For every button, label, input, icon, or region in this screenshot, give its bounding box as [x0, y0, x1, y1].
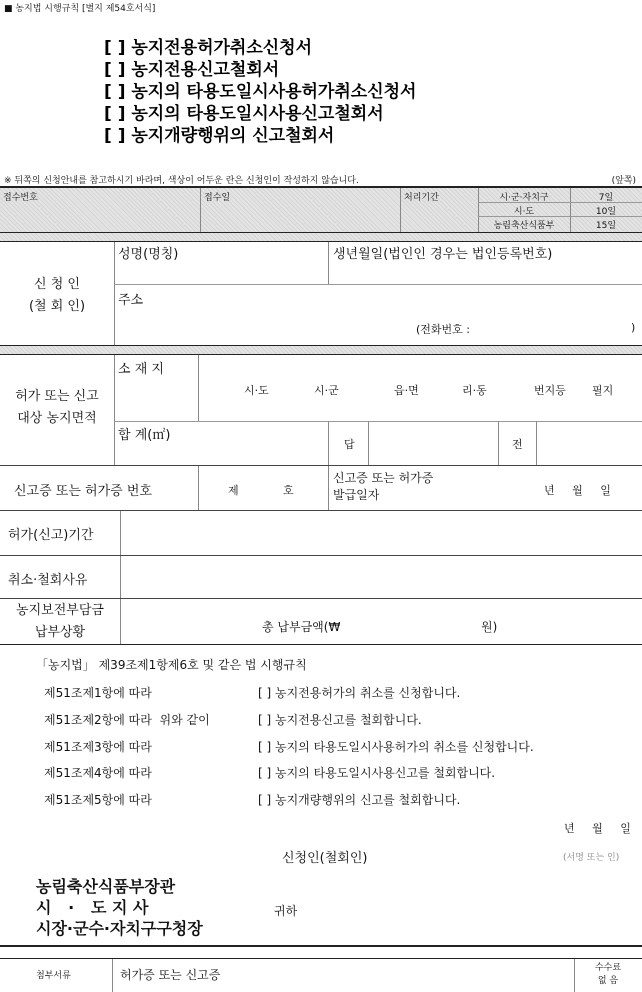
applicant-label [0, 274, 114, 318]
attachments-label: 첨부서류 [36, 971, 71, 981]
location-lot: 번지등 [534, 384, 566, 397]
location-eupmyeon: 읍·면 [394, 384, 419, 397]
address-label: 주소 [118, 293, 144, 308]
period-agency-3: 농림축산식품부 [493, 221, 555, 231]
period-agency-2: 시·도 [513, 207, 535, 217]
form-title-2: [ ] 농지전용신고철회서 [104, 60, 280, 80]
attachment-item: 허가증 또는 신고증 [120, 968, 221, 982]
name-label: 성명(명칭) [118, 247, 179, 262]
period-days-3: 15일 [595, 221, 617, 231]
total-payment-label: 총 납부금액(₩ [262, 620, 341, 634]
clause-4: 제51조제4항에 따라 [44, 766, 152, 780]
clause-1: 제51조제1항에 따라 [44, 686, 152, 700]
location-sigun: 시·군 [314, 384, 339, 397]
location-sido: 시·도 [244, 384, 269, 397]
location-parcel-count: 필지 [592, 384, 614, 397]
signer-label: 신청인(철회인) [282, 851, 368, 866]
charge-label-line1: 농지보전부담금 [16, 603, 104, 618]
phone-close: ) [631, 321, 636, 334]
statement-law: 「농지법」 제39조제1항제6호 및 같은 법 시행규칙 [36, 658, 307, 672]
receipt-number-label: 접수번호 [3, 193, 38, 203]
separator-strip [0, 233, 642, 241]
period-label: 허가(신고)기간 [8, 528, 94, 543]
period-days-2: 10일 [595, 207, 617, 217]
form-title-group [104, 37, 416, 147]
fee-label: 수수료 [594, 963, 622, 973]
form-title-4: [ ] 농지의 타용도일시사용신고철회서 [104, 104, 384, 124]
applicant-label-line2: (철 회 인) [28, 299, 86, 314]
clause-3: 제51조제3항에 따라 [44, 740, 152, 754]
instruction-notice: ※ 뒤쪽의 신청안내를 참고하시기 바라며, 색상이 어두운 란은 신청인이 작성하지 않습니다. [4, 176, 359, 186]
land-label [0, 386, 114, 430]
clause-2: 제51조제2항에 따라 위와 같이 [44, 713, 210, 727]
honorific: 귀하 [274, 904, 298, 918]
land-label-line2: 대상 농지면적 [17, 411, 97, 426]
charge-label [0, 600, 120, 644]
statement-item-4: [ ] 농지의 타용도일시사용신고를 철회합니다. [258, 766, 496, 780]
location-ridong: 리·동 [462, 384, 487, 397]
period-agency-1: 시·군·자치구 [499, 193, 549, 203]
separator-strip-2 [0, 346, 642, 354]
total-area-label: 합 계(㎡) [118, 428, 171, 443]
period-days-1: 7일 [598, 193, 614, 203]
birth-date-label: 생년월일(법인인 경우는 법인등록번호) [333, 247, 553, 262]
statement-date: 년 월 일 [564, 822, 631, 835]
applicant-label-line1: 신 청 인 [34, 277, 80, 292]
location-label: 소 재 지 [118, 362, 164, 377]
statement-item-1: [ ] 농지전용허가의 취소를 신청합니다. [258, 686, 461, 700]
statement-item-3: [ ] 농지의 타용도일시사용허가의 취소를 신청합니다. [258, 740, 534, 754]
form-title-3: [ ] 농지의 타용도일시사용허가취소신청서 [104, 82, 417, 102]
processing-period-label: 처리기간 [404, 193, 439, 203]
form-title-5: [ ] 농지개량행위의 신고철회서 [104, 126, 335, 146]
receipt-date-label: 접수일 [204, 193, 231, 203]
form-title-1: [ ] 농지전용허가취소신청서 [104, 38, 313, 58]
paddy-label: 답 [344, 438, 355, 451]
permit-date-label-line1: 신고증 또는 허가증 [333, 471, 434, 485]
clause-5: 제51조제5항에 따라 [44, 793, 152, 807]
phone-label: (전화번호 : [416, 323, 470, 336]
recipient-mayor: 시장·군수·자치구구청장 [36, 919, 203, 938]
signature-hint: (서명 또는 인) [563, 853, 620, 863]
recipient-governor: 시 · 도 지 사 [36, 898, 149, 917]
permit-date-label [333, 470, 433, 504]
statement-item-2: [ ] 농지전용신고를 철회합니다. [258, 713, 422, 727]
permit-date-label-line2: 발급일자 [333, 488, 380, 502]
reason-label: 취소·철회사유 [8, 573, 88, 588]
statement-item-5: [ ] 농지개량행위의 신고를 철회합니다. [258, 793, 461, 807]
permit-no-prefix: 제 [228, 484, 239, 497]
field-label: 전 [512, 438, 523, 451]
recipient-block [36, 876, 203, 939]
land-label-line1: 허가 또는 신고 [15, 389, 99, 404]
fee-block [574, 962, 642, 988]
permit-number-label: 신고증 또는 허가증 번호 [14, 484, 152, 499]
page-side-label: (앞쪽) [611, 176, 636, 186]
total-payment-won: 원) [481, 620, 498, 634]
permit-no-suffix: 호 [283, 484, 294, 497]
charge-label-line2: 납부상황 [34, 625, 86, 640]
fee-value: 없 음 [597, 976, 619, 986]
permit-date-value: 년 월 일 [544, 484, 611, 497]
form-reference: ■ 농지법 시행규칙 [별지 제54호서식] [4, 4, 156, 14]
recipient-minister: 농림축산식품부장관 [36, 877, 176, 896]
